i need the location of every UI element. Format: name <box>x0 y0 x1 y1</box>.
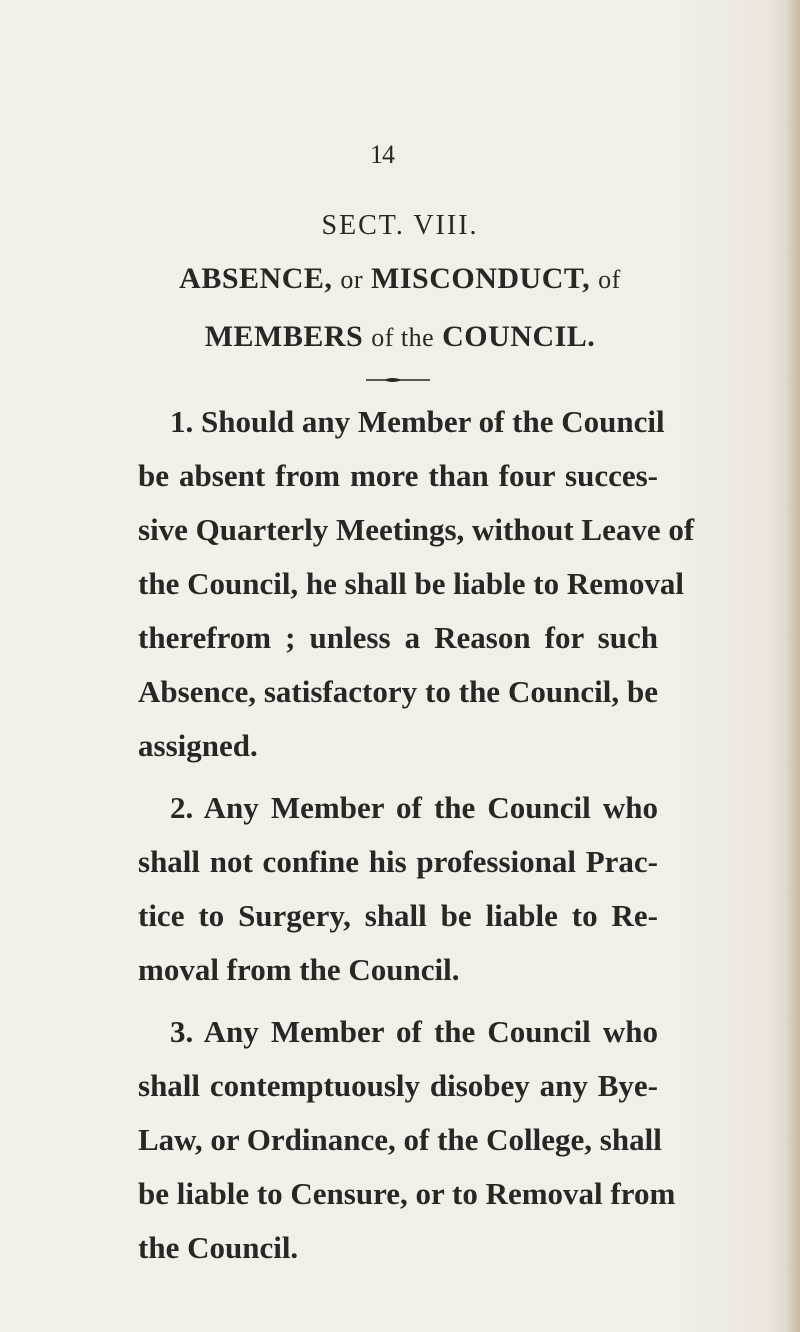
paragraph-3-line-4: be liable to Censure, or to Removal from <box>138 1176 676 1211</box>
section-heading-line-1 <box>0 262 800 296</box>
paragraph-2-line-3: tice to Surgery, shall be liable to Re- <box>138 898 658 933</box>
heading-word-or: or <box>340 265 364 294</box>
paragraph-3-line-2: shall contemptuously disobey any Bye- <box>138 1068 658 1103</box>
paragraph-1-line-2: be absent from more than four succes- <box>138 458 658 493</box>
heading-word-members: MEMBERS <box>204 320 364 353</box>
heading-word-of: of <box>598 265 621 294</box>
paragraph-1-line-7: assigned. <box>138 728 258 763</box>
paragraph-1-line-4: the Council, he shall be liable to Removal <box>138 566 684 601</box>
paragraph-1-line-3: sive Quarterly Meetings, without Leave of <box>138 512 695 547</box>
paragraph-2-line-2: shall not confine his professional Prac- <box>138 844 658 879</box>
heading-word-misconduct: MISCONDUCT, <box>371 262 591 295</box>
heading-word-absence: ABSENCE, <box>179 262 333 295</box>
section-heading-line-2 <box>0 320 800 354</box>
heading-word-council: COUNCIL. <box>442 320 596 353</box>
page-edge-shadow <box>786 0 800 1332</box>
heading-word-of-the: of the <box>371 323 435 352</box>
paragraph-2-line-4: moval from the Council. <box>138 952 460 987</box>
page-number: 14 <box>370 140 394 169</box>
paragraph-3-line-5: the Council. <box>138 1230 299 1265</box>
section-number: SECT. VIII. <box>321 210 479 241</box>
ornament-divider <box>366 376 430 384</box>
paragraph-2-line-1: 2. Any Member of the Council who <box>170 790 658 825</box>
paragraph-1-line-1: 1. Should any Member of the Council <box>170 404 665 439</box>
paragraph-1-line-5: therefrom ; unless a Reason for such <box>138 620 658 655</box>
paragraph-3-line-3: Law, or Ordinance, of the College, shall <box>138 1122 662 1157</box>
paragraph-3-line-1: 3. Any Member of the Council who <box>170 1014 658 1049</box>
paragraph-1-line-6: Absence, satisfactory to the Council, be <box>138 674 658 709</box>
